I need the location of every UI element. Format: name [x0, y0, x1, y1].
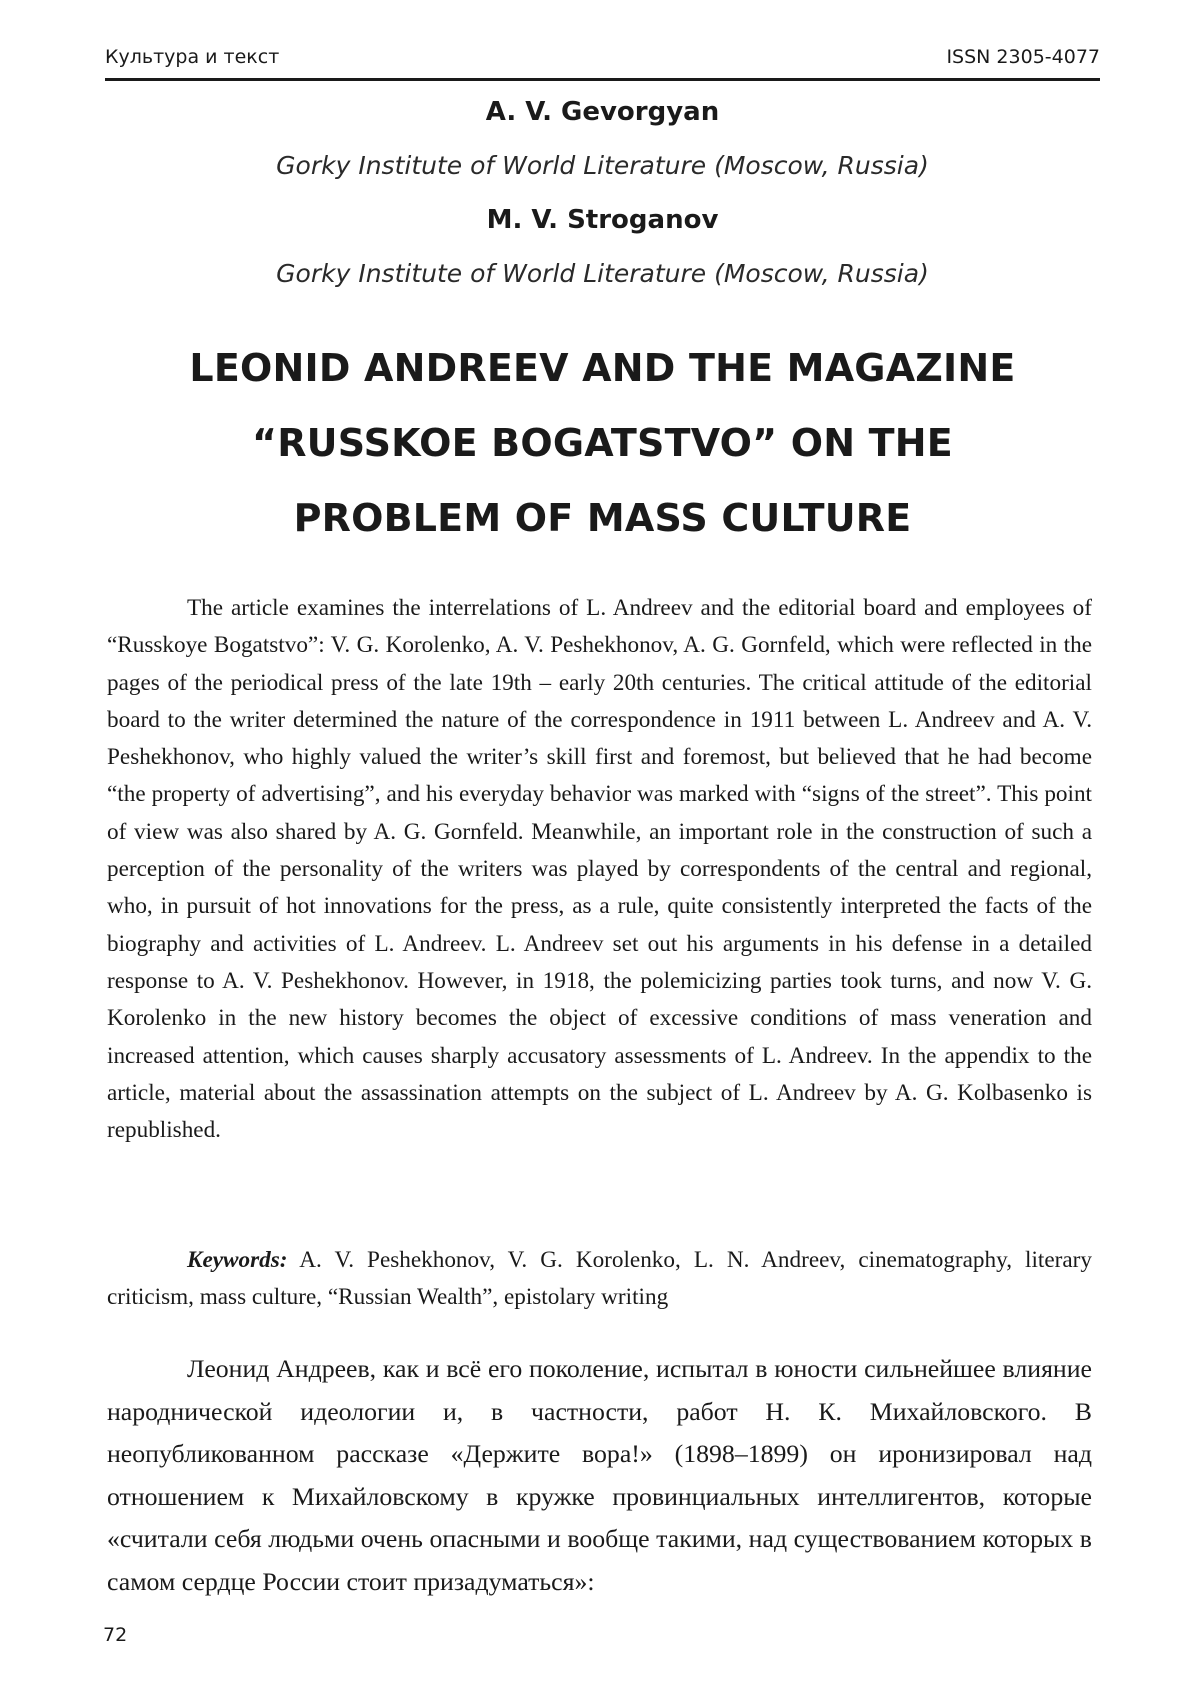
- author-name: A. V. Gevorgyan: [485, 97, 720, 127]
- body-paragraph: Леонид Андреев, как и всё его поколение, испытал в юности сильнейшее влияние народнической идеологии и, в частности, работ Н. К. Михайловского. В неопубликованном рассказе «Держите вора!» (1898–1899) он иронизировал над отношением к Михайловскому в кружке провинциальных интеллигентов, которые «считали себя людьми очень опасными и вообще такими, над существованием которых в самом сердце России стоит призадуматься»:: [107, 1354, 1092, 1596]
- title-line: “RUSSKOE BOGATSTVO” ON THE: [252, 421, 953, 465]
- journal-name: Культура и текст: [105, 46, 280, 68]
- title-line: PROBLEM OF MASS CULTURE: [293, 496, 912, 540]
- author-block: [105, 96, 1100, 290]
- author-name: M. V. Stroganov: [486, 205, 719, 235]
- page-number: 72: [103, 1624, 128, 1646]
- issn: ISSN 2305-4077: [946, 46, 1100, 68]
- author-affiliation: Gorky Institute of World Literature (Moscow, Russia): [276, 259, 929, 288]
- author-affiliation: Gorky Institute of World Literature (Moscow, Russia): [276, 151, 929, 180]
- abstract: The article examines the interrelations of L. Andreev and the editorial board and employees of “Russkoye Bogatstvo”: V. G. Korolenko, A. V. Peshekhonov, A. G. Gornfeld, which were reflected in the pages of the periodical press of the late 19th – early 20th centuries. The critical attitude of the editorial board to the writer determined the nature of the correspondence in 1911 between L. Andreev and A. V. Peshekhonov, who highly valued the writer’s skill first and foremost, but believed that he had become “the property of advertising”, and his everyday behavior was marked with “signs of the street”. This point of view was also shared by A. G. Gornfeld. Meanwhile, an important role in the construction of such a perception of the personality of the writers was played by correspondents of the central and regional, who, in pursuit of hot innovations for the press, as a rule, quite consistently interpreted the facts of the biography and activities of L. Andreev. L. Andreev set out his arguments in his defense in a detailed response to A. V. Peshekhonov. However, in 1918, the polemicizing parties took turns, and now V. G. Korolenko in the new history becomes the object of excessive conditions of mass veneration and increased attention, which causes sharply accusatory assessments of L. Andreev. In the appendix to the article, material about the assassination attempts on the subject of L. Andreev by A. G. Kolbasenko is republished.: [107, 595, 1092, 1144]
- article-title: [105, 346, 1100, 556]
- keywords-label: Keywords:: [187, 1247, 288, 1273]
- running-header: [105, 44, 1100, 81]
- title-line: LEONID ANDREEV AND THE MAGAZINE: [189, 346, 1016, 390]
- keywords: [107, 1242, 1092, 1317]
- keywords-text: A. V. Peshekhonov, V. G. Korolenko, L. N. Andreev, cinematography, literary criticism, mass culture, “Russian Wealth”, epistolary writing: [107, 1247, 1092, 1311]
